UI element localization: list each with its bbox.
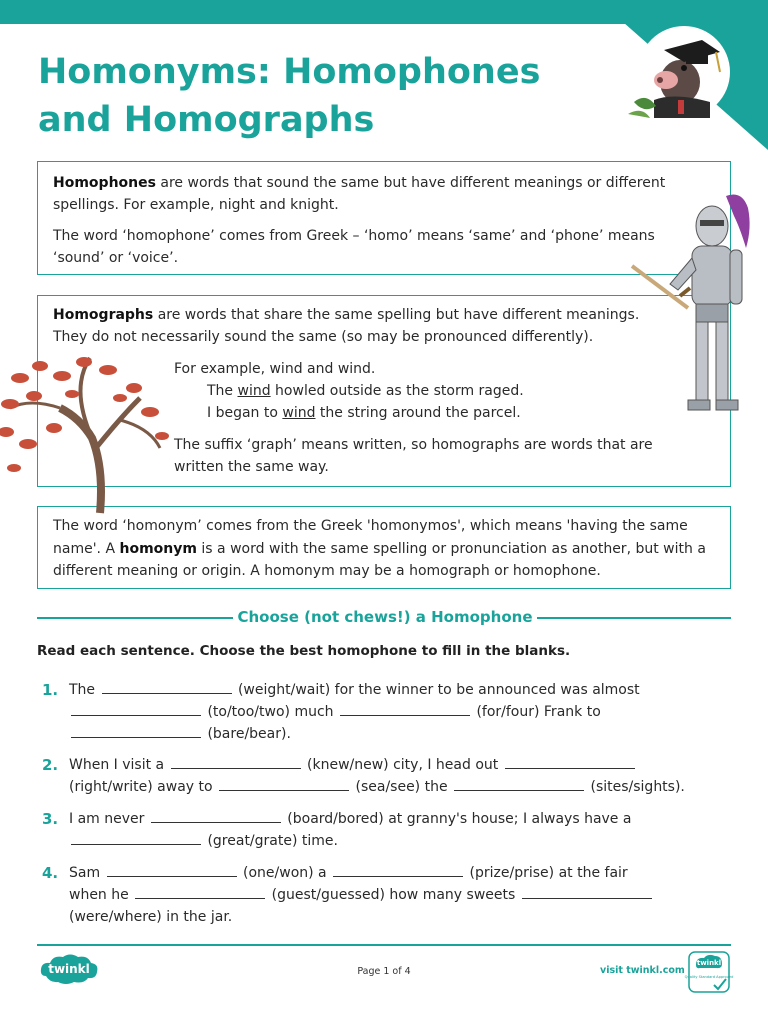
answer-blank[interactable] [340, 704, 470, 716]
homonym-text-pre: The word ‘homonym’ comes from the Greek 'homonymos', which means 'having the same name'. A [53, 518, 688, 557]
knight-illustration [630, 188, 760, 433]
question-text [37, 808, 731, 852]
logo-text: twinkl [48, 962, 90, 976]
homophones-definition-text: are words that sound the same but have different meanings or different spellings. For example, night and knight. [53, 175, 666, 213]
page-number: Page 1 of 4 [357, 966, 411, 977]
answer-blank[interactable] [219, 779, 349, 791]
question-text [37, 862, 731, 928]
section-title: Choose (not chews!) a Homophone [237, 608, 533, 626]
quality-badge-icon [684, 951, 734, 993]
homographs-definition-text: are words that share the same spelling but have different meanings. They do not necessarily sound the same (so may be pronounced differently). [53, 307, 640, 345]
homographs-definition [53, 304, 670, 348]
answer-blank[interactable] [71, 726, 201, 738]
example-1-post: howled outside as the storm raged. [270, 383, 524, 399]
answer-blank[interactable] [171, 757, 301, 769]
question-segment: When I visit a [69, 757, 165, 773]
mole-graduate-illustration [624, 22, 744, 122]
answer-blank[interactable] [454, 779, 584, 791]
page-title [38, 48, 598, 144]
answer-blank[interactable] [102, 682, 232, 694]
question-text [37, 679, 731, 745]
question-segment: (to/too/two) much [207, 704, 334, 720]
homonym-definition [53, 515, 715, 583]
badge-text: Quality Standard Approved [684, 975, 734, 979]
answer-blank[interactable] [135, 887, 265, 899]
homographs-term: Homographs [53, 307, 154, 323]
heading-rule-right [537, 617, 731, 619]
question-segment: (were/where) in the jar. [69, 909, 233, 925]
question-segment: when he [69, 887, 129, 903]
homonym-definition-box [37, 506, 731, 589]
homophones-definition-box [37, 161, 731, 275]
homophones-term: Homophones [53, 175, 156, 191]
question-segment: The [69, 682, 96, 698]
question-segment: I am never [69, 811, 145, 827]
answer-blank[interactable] [505, 757, 635, 769]
question-segment: (knew/new) city, I head out [307, 757, 499, 773]
question-1 [37, 679, 731, 745]
question-segment: (prize/prise) at the fair [469, 865, 628, 881]
visit-link[interactable]: visit twinkl.com [600, 965, 685, 976]
homophones-definition [53, 172, 670, 216]
answer-blank[interactable] [71, 704, 201, 716]
question-segment: (right/write) away to [69, 779, 213, 795]
question-segment: (weight/wait) for the winner to be announced was almost [237, 682, 640, 698]
answer-blank[interactable] [107, 865, 237, 877]
windy-tree-illustration [0, 348, 175, 513]
heading-rule-left [37, 617, 233, 619]
question-4 [37, 862, 731, 928]
question-number: 2. [42, 756, 59, 774]
footer-rule [37, 944, 731, 946]
question-segment: (bare/bear). [207, 726, 291, 742]
question-number: 3. [42, 810, 59, 828]
graph-suffix-note: The suffix ‘graph’ means written, so homographs are words that are written the same way. [174, 437, 653, 475]
question-segment: (great/grate) time. [207, 833, 338, 849]
answer-blank[interactable] [151, 811, 281, 823]
homophone-etymology: The word ‘homophone’ comes from Greek – ‘homo’ means ‘same’ and ‘phone’ means ‘sound’ or ‘voice’. [53, 228, 655, 266]
question-segment: (sea/see) the [355, 779, 448, 795]
question-segment: (guest/guessed) how many sweets [271, 887, 516, 903]
question-segment: (sites/sights). [590, 779, 685, 795]
question-text [37, 754, 731, 798]
section-heading [37, 606, 731, 628]
example-2-word: wind [282, 405, 316, 421]
example-1-word: wind [237, 383, 271, 399]
example-2-post: the string around the parcel. [315, 405, 521, 421]
homograph-example-intro: For example, wind and wind. [174, 361, 376, 377]
answer-blank[interactable] [333, 865, 463, 877]
question-number: 1. [42, 681, 59, 699]
answer-blank[interactable] [522, 887, 652, 899]
question-2 [37, 754, 731, 798]
question-segment: Sam [69, 865, 101, 881]
title-line-1: Homonyms: Homophones [38, 52, 541, 92]
title-line-2: and Homographs [38, 100, 375, 140]
badge-logo-text: twinkl [696, 959, 722, 967]
question-number: 4. [42, 864, 59, 882]
question-segment: (for/four) Frank to [476, 704, 601, 720]
twinkl-logo[interactable] [38, 952, 100, 986]
homonym-text-post: is a word with the same spelling or pronunciation as another, but with a different meaning or origin. A homonym may be a homograph or homophone. [53, 540, 706, 579]
question-segment: (board/bored) at granny's house; I always have a [287, 811, 632, 827]
example-1-pre: The [207, 383, 238, 399]
activity-instruction: Read each sentence. Choose the best homophone to fill in the blanks. [37, 643, 571, 659]
homonym-term: homonym [119, 540, 197, 557]
answer-blank[interactable] [71, 833, 201, 845]
question-segment: (one/won) a [243, 865, 327, 881]
question-3 [37, 808, 731, 852]
example-2-pre: I began to [207, 405, 283, 421]
